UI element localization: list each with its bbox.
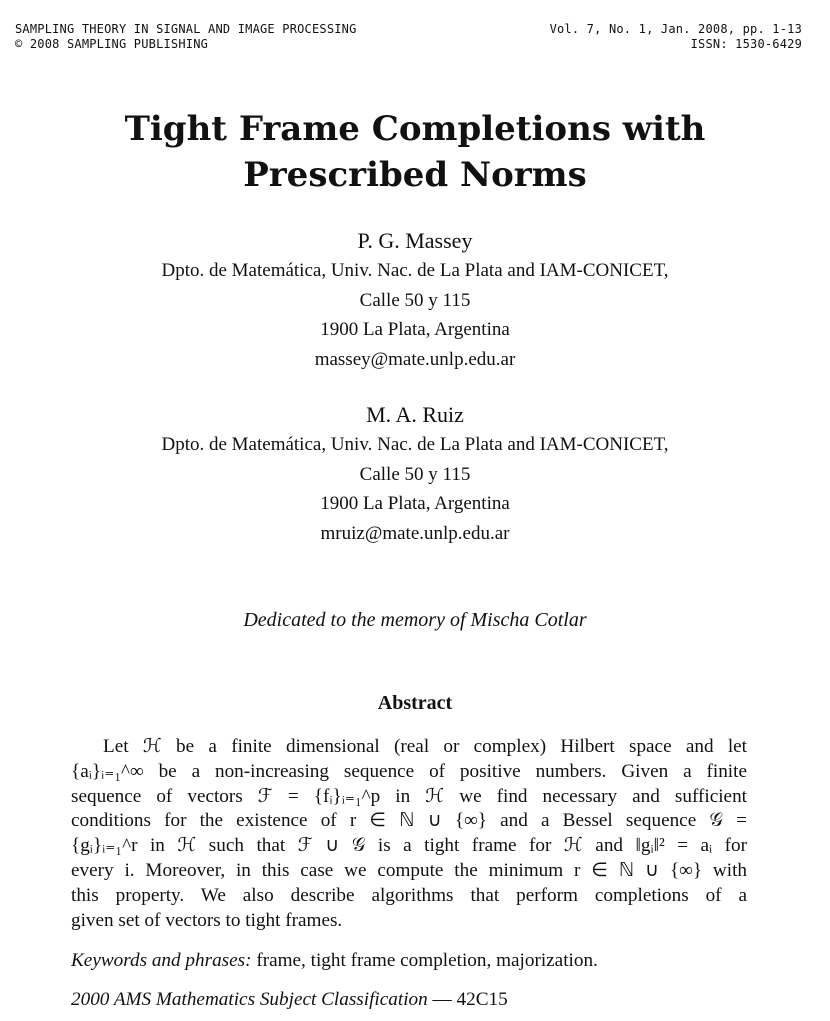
- volume-info: Vol. 7, No. 1, Jan. 2008, pp. 1-13: [549, 22, 802, 36]
- abstract-line: conditions for the existence of r ∈ ℕ ∪ {∞} and a Bessel sequence 𝒢 =: [71, 810, 747, 832]
- msc-classification: [71, 989, 747, 1011]
- abstract-heading: Abstract: [377, 692, 453, 714]
- keywords-label: Keywords and phrases:: [71, 950, 252, 971]
- author-email: massey@mate.unlp.edu.ar: [314, 348, 516, 370]
- author-city: 1900 La Plata, Argentina: [320, 493, 510, 514]
- author-street: Calle 50 y 115: [359, 289, 471, 311]
- author-affiliation: Dpto. de Matemática, Univ. Nac. de La Plata and IAM-CONICET,: [161, 260, 669, 281]
- author-name: M. A. Ruiz: [366, 402, 464, 427]
- keywords-text: frame, tight frame completion, majorization.: [256, 950, 598, 971]
- author-street: Calle 50 y 115: [359, 463, 471, 485]
- paper-title: Tight Frame Completions with Prescribed Norms: [124, 109, 706, 195]
- author-affiliation: Dpto. de Matemática, Univ. Nac. de La Plata and IAM-CONICET,: [161, 434, 669, 455]
- msc-code: — 42C15: [432, 989, 508, 1010]
- abstract-line: sequence of vectors ℱ = {fᵢ}ᵢ₌₁^p in ℋ we find necessary and sufficient: [71, 785, 747, 807]
- abstract-line: given set of vectors to tight frames.: [71, 909, 343, 931]
- msc-label: 2000 AMS Mathematics Subject Classification: [71, 989, 428, 1010]
- author-block-1: [20, 226, 810, 374]
- abstract-line: every i. Moreover, in this case we compute the minimum r ∈ ℕ ∪ {∞} with: [71, 859, 747, 881]
- abstract-line: Let ℋ be a finite dimensional (real or complex) Hilbert space and let: [103, 736, 747, 757]
- journal-name: SAMPLING THEORY IN SIGNAL AND IMAGE PROCESSING: [15, 22, 357, 36]
- running-header-right: [550, 22, 802, 52]
- author-block-2: [20, 400, 810, 548]
- abstract-line: this property. We also describe algorithms that perform completions of a: [71, 884, 747, 906]
- copyright-line: © 2008 SAMPLING PUBLISHING: [15, 37, 209, 51]
- abstract-body: [71, 735, 747, 933]
- abstract-line: {gᵢ}ᵢ₌₁^r in ℋ such that ℱ ∪ 𝒢 is a tight frame for ℋ and ‖gᵢ‖² = aᵢ for: [71, 835, 747, 857]
- keywords: [71, 950, 747, 972]
- author-name: P. G. Massey: [357, 228, 473, 253]
- author-city: 1900 La Plata, Argentina: [320, 319, 510, 340]
- running-header-left: [15, 22, 357, 52]
- abstract-line: {aᵢ}ᵢ₌₁^∞ be a non-increasing sequence of positive numbers. Given a finite: [71, 760, 747, 782]
- dedication: Dedicated to the memory of Mischa Cotlar: [243, 609, 587, 631]
- author-email: mruiz@mate.unlp.edu.ar: [320, 522, 510, 544]
- issn: ISSN: 1530-6429: [690, 37, 802, 51]
